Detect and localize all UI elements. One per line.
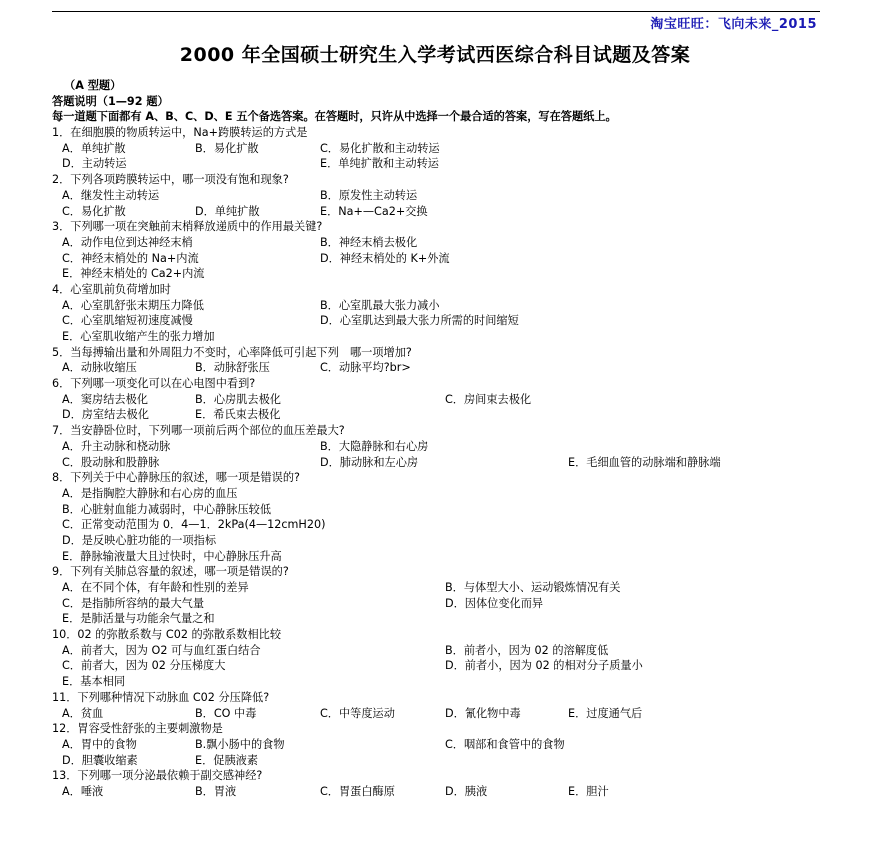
question-stem: 1．在细胞膜的物质转运中，Na+跨膜转运的方式是 [52,126,308,140]
answer-option: B．CO 中毒 [195,706,257,720]
option-row [52,658,822,674]
answer-option: D．主动转运 [62,157,127,171]
answer-option: C．房间束去极化 [445,392,532,406]
answer-option: E．希氏束去极化 [195,408,281,422]
answer-option: D．房室结去极化 [62,408,149,422]
option-row [52,313,822,329]
option-row [52,517,822,533]
answer-option: C．易化扩散 [62,204,126,218]
answer-option: E．Na+—Ca2+交换 [320,204,428,218]
option-row [52,784,822,800]
answer-option: D．单纯扩散 [195,204,260,218]
option-row [52,706,822,722]
question-stem: 6．下列哪一项变化可以在心电图中看到? [52,377,256,391]
option-row [52,407,822,423]
answer-option: C．前者大，因为 02 分压梯度大 [62,659,226,673]
answer-option: E．神经末梢处的 Ca2+内流 [62,267,205,281]
answer-option: A．前者大，因为 O2 可与血红蛋白结合 [62,643,261,657]
option-row [52,753,822,769]
answer-option: E．静脉输液量大且过快时，中心静脉压升高 [62,549,282,563]
option-row [52,141,822,157]
answer-option: B．心室肌最大张力减小 [320,298,440,312]
answer-option: E．促胰液素 [195,753,259,767]
answer-option: C．神经末梢处的 Na+内流 [62,251,199,265]
instructions-text: 每一道题下面都有 A、B、C、D、E 五个备选答案。在答题时，只许从中选择一个最合适的答案，写在答题纸上。 [52,110,617,124]
answer-option: A．动脉收缩压 [62,361,137,375]
option-row [52,533,822,549]
section-label: （A 型题） [64,79,122,92]
answer-option: B．胃液 [195,784,237,798]
header-rule [52,11,820,12]
answer-option: B．神经末梢去极化 [320,235,418,249]
answer-option: B．动脉舒张压 [195,361,270,375]
answer-option: E．过度通气后 [568,706,643,720]
answer-option: D．神经末梢处的 K+外流 [320,251,450,265]
option-row [52,266,822,282]
option-row [52,251,822,267]
option-row [52,455,822,471]
answer-option: A．胃中的食物 [62,737,137,751]
answer-option: B．与体型大小、运动锻炼情况有关 [445,581,621,594]
answer-option: B．前者小，因为 02 的溶解度低 [445,643,609,657]
answer-option: A．贫血 [62,706,104,720]
answer-option: E．胆汁 [568,784,609,798]
option-row [52,486,822,502]
answer-option: B．心脏射血能力减弱时，中心静脉压较低 [62,502,272,516]
option-row [52,643,822,659]
answer-option: D．氰化物中毒 [445,706,521,720]
answer-option: C．心室肌缩短初速度减慢 [62,314,193,328]
answer-option: C．中等度运动 [320,706,395,720]
question-stem: 7．当安静卧位时，下列哪一项前后两个部位的血压差最大? [52,424,345,438]
answer-option: A．单纯扩散 [62,141,126,155]
answer-option: C．是指肺所容纳的最大气量 [62,596,205,610]
option-row [52,235,822,251]
option-row [52,204,822,220]
answer-option: B．心房肌去极化 [195,392,281,406]
answer-option: E．心室肌收缩产生的张力增加 [62,330,215,343]
question-stem: 9．下列有关肺总容量的叙述，哪一项是错误的? [52,565,289,579]
answer-option: A．是指胸腔大静脉和右心房的血压 [62,486,238,500]
answer-option: A．继发性主动转运 [62,188,160,202]
question-stem: 3．下列哪一项在突触前末梢释放递质中的作用最关键? [52,220,323,234]
answer-option: B．原发性主动转运 [320,188,418,202]
option-row [52,439,822,455]
answer-option: A．动作电位到达神经末梢 [62,235,193,249]
option-row [52,298,822,314]
option-row [52,360,822,376]
answer-option: A．唾液 [62,784,104,798]
answer-option: B.飘小肠中的食物 [195,737,285,751]
answer-option: A．窦房结去极化 [62,392,148,406]
answer-option: A．在不同个体，有年龄和性别的差异 [62,581,249,594]
option-row [52,188,822,204]
instructions-title: 答题说明（1—92 题） [52,94,169,108]
option-row [52,156,822,172]
option-row [52,580,822,596]
answer-option: D．胰液 [445,784,488,798]
answer-option: D．心室肌达到最大张力所需的时间缩短 [320,314,519,328]
answer-option: E．基本相同 [62,675,126,689]
option-row [52,549,822,565]
question-stem: 13．下列哪一项分泌最依赖于副交感神经? [52,769,263,783]
answer-option: B．易化扩散 [195,141,259,155]
answer-option: C．胃蛋白酶原 [320,784,395,798]
option-row [52,596,822,612]
option-row [52,329,822,345]
page-title: 2000 年全国硕士研究生入学考试西医综合科目试题及答案 [179,44,691,66]
question-list [52,125,822,800]
answer-option: E．是肺活量与功能余气量之和 [62,612,215,626]
question-stem: 8．下列关于中心静脉压的叙述，哪一项是错误的? [52,471,300,485]
answer-option: E．单纯扩散和主动转运 [320,157,439,171]
answer-option: A．升主动脉和桡动脉 [62,439,171,453]
answer-option: D．肺动脉和左心房 [320,455,419,469]
answer-option: C．易化扩散和主动转运 [320,141,440,155]
exam-content [52,78,822,800]
answer-option: C．股动脉和股静脉 [62,455,160,469]
option-row [52,737,822,753]
question-stem: 4．心室肌前负荷增加时 [52,282,171,296]
answer-option: A．心室肌舒张末期压力降低 [62,298,204,312]
answer-option: D．因体位变化而异 [445,596,544,610]
answer-option: E．毛细血管的动脉端和静脉端 [568,455,721,469]
answer-option: C．正常变动范围为 0．4—1．2kPa(4—12cmH20) [62,518,326,532]
question-stem: 2．下列各项跨膜转运中，哪一项没有饱和现象? [52,173,289,187]
option-row [52,674,822,690]
answer-option: D．是反映心脏功能的一项指标 [62,533,217,547]
question-stem: 11．下列哪种情况下动脉血 C02 分压降低? [52,690,270,704]
question-stem: 10．02 的弥散系数与 C02 的弥散系数相比较 [52,628,282,642]
option-row [52,392,822,408]
answer-option: D．前者小，因为 02 的相对分子质量小 [445,659,643,673]
answer-option: B．大隐静脉和右心房 [320,439,429,453]
answer-option: C．咽部和食管中的食物 [445,737,565,751]
option-row [52,502,822,518]
watermark-text: 淘宝旺旺：飞向未来_2015 [650,17,817,32]
question-stem: 12．胃容受性舒张的主要刺激物是 [52,722,223,736]
answer-option: D．胆囊收缩素 [62,753,138,767]
answer-option: C．动脉平均?br> [320,361,411,375]
option-row [52,611,822,627]
question-stem: 5．当每搏输出量和外周阻力不变时，心率降低可引起下列 哪一项增加? [52,345,412,359]
